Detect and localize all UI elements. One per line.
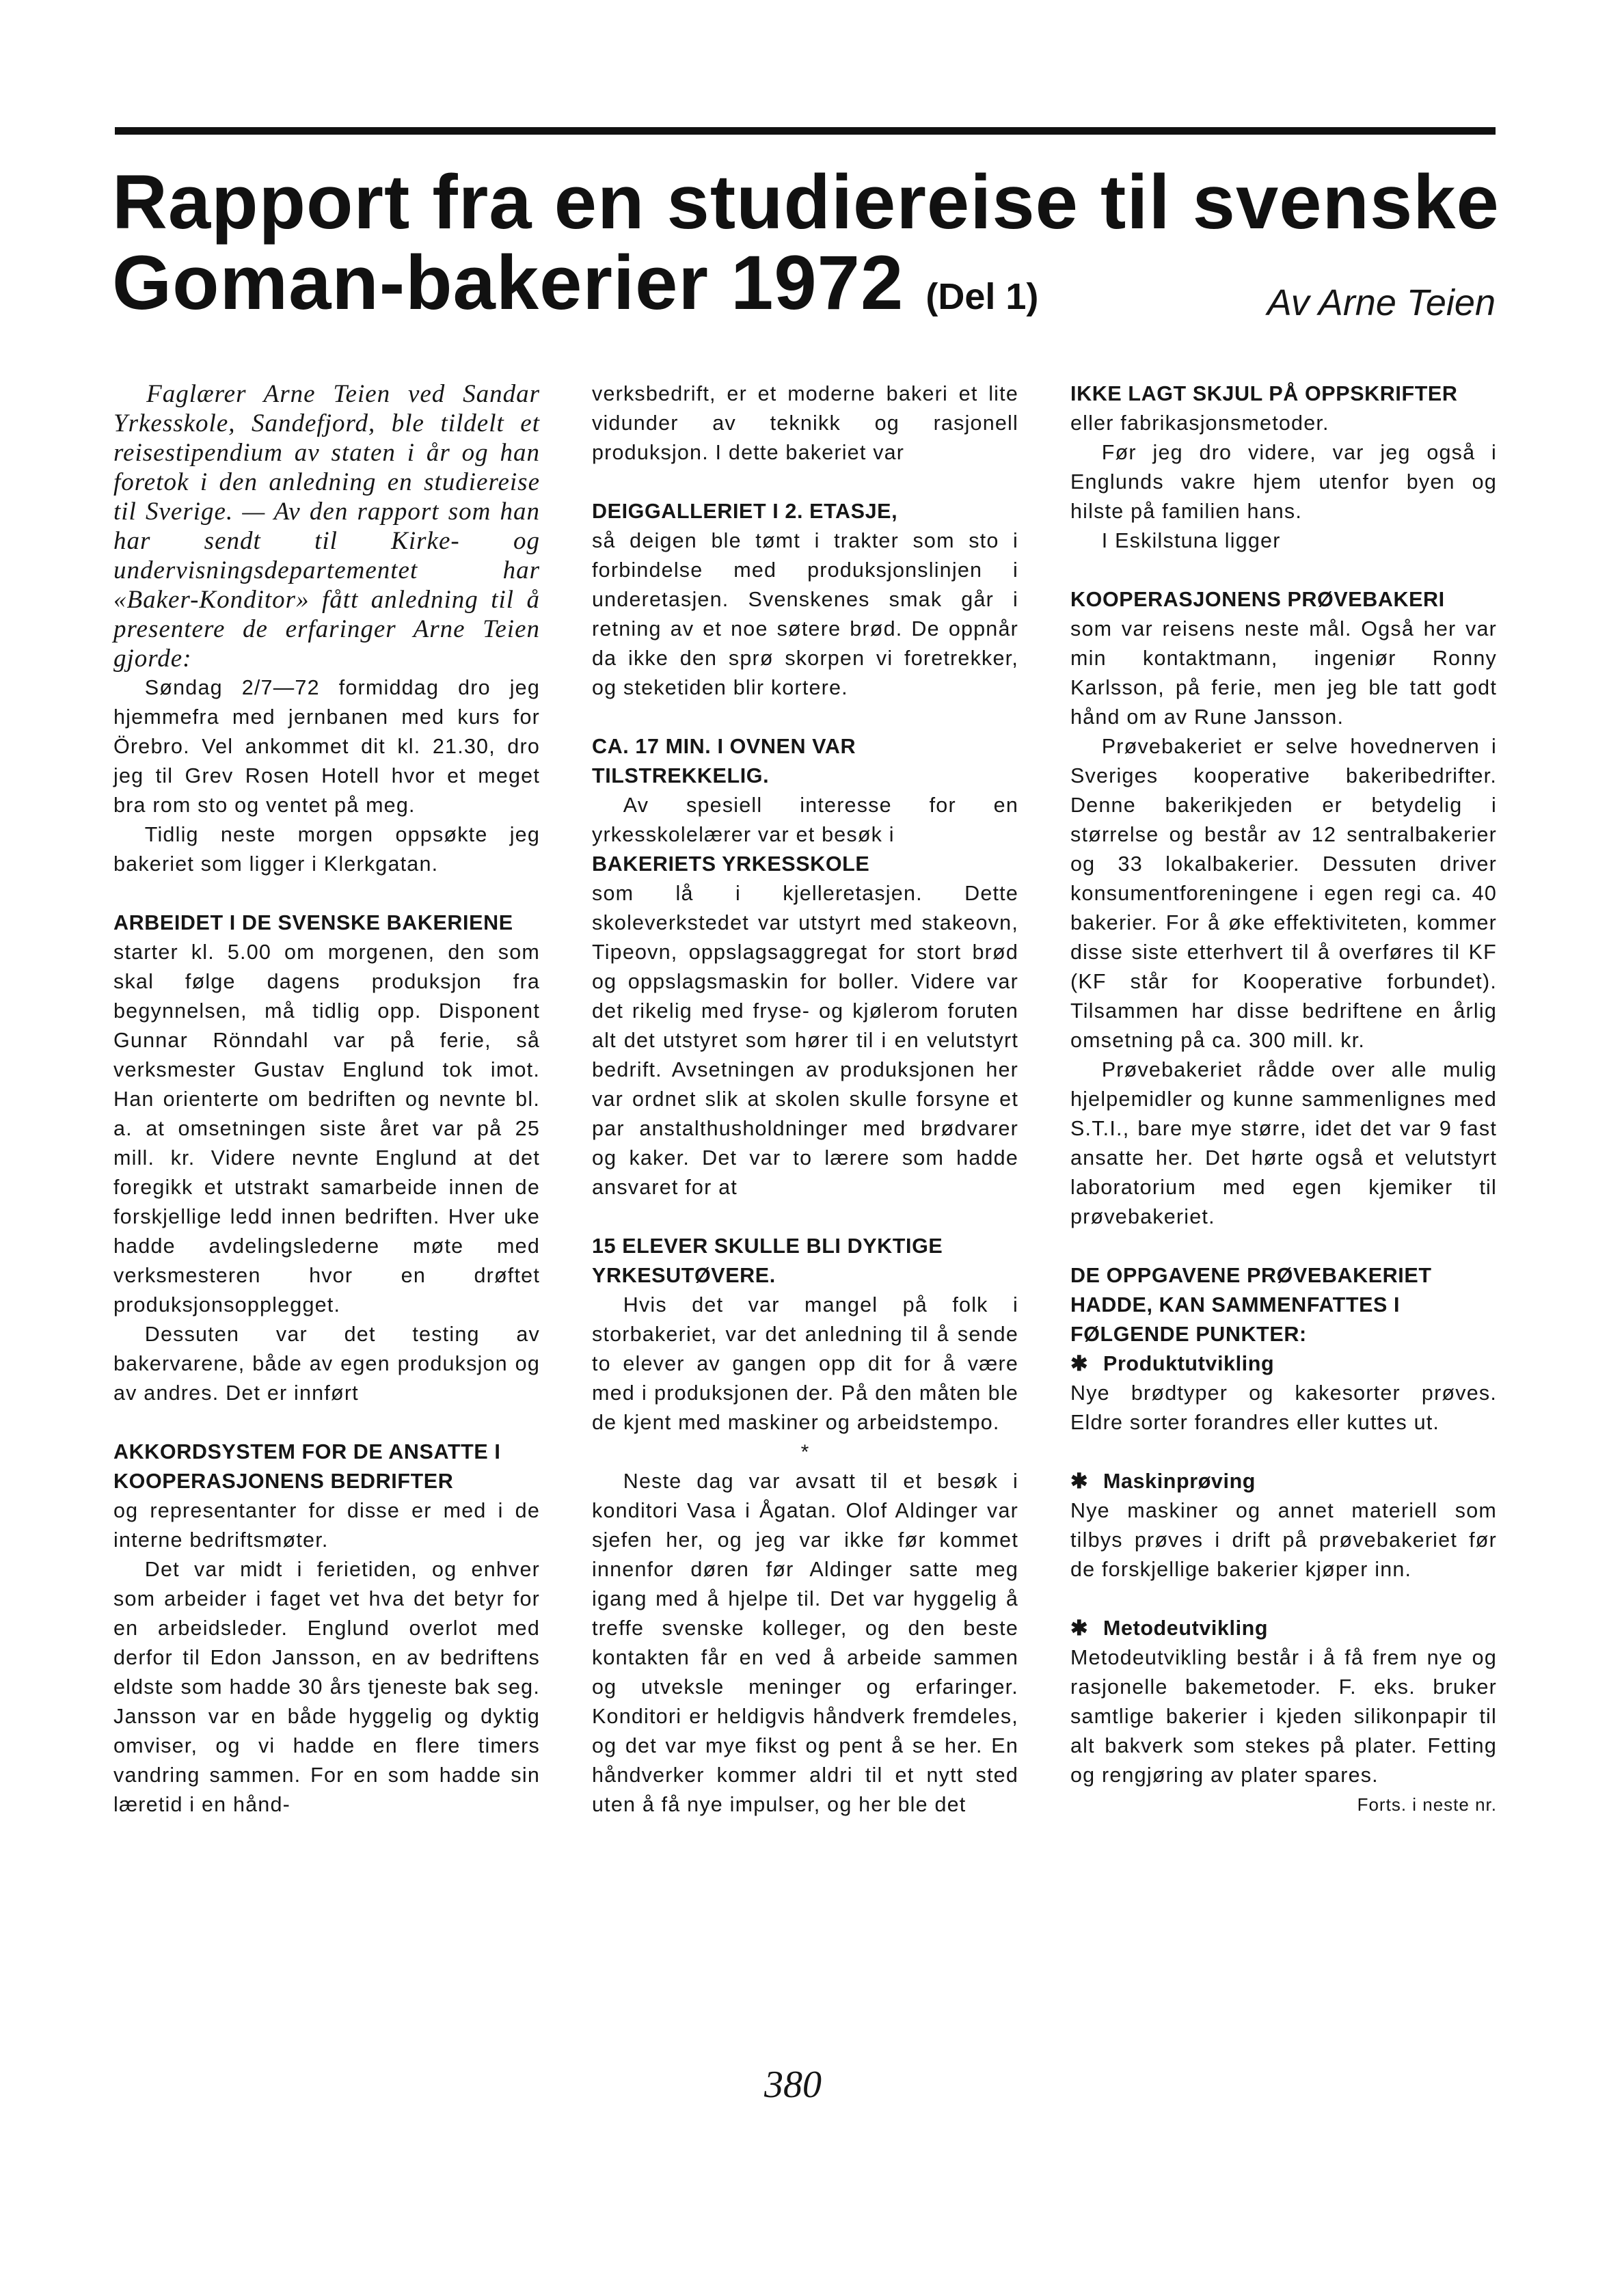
spacer (113, 1408, 540, 1437)
article-part-label: (Del 1) (925, 276, 1039, 317)
spacer (1070, 1232, 1497, 1261)
article-title-main: Goman-bakerier 1972 (112, 240, 904, 325)
page-number: 380 (764, 2064, 822, 2106)
section-heading: DEIGGALLERIET I 2. ETASJE, (592, 500, 898, 523)
asterisk-icon: ✱ (1070, 1352, 1089, 1375)
column-2 (592, 379, 1018, 1820)
spacer (1070, 1437, 1497, 1467)
continued-note: Forts. i neste nr. (1357, 1794, 1497, 1815)
header-rule (115, 127, 1496, 135)
spacer (113, 879, 540, 908)
paragraph: verksbedrift, er et moderne bakeri et lite vidunder av teknikk og rasjonell produksjon. I dette bakeriet var (592, 382, 1018, 464)
list-item-title-text: Maskinprøving (1103, 1470, 1256, 1493)
list-item-text: Nye brødtyper og kakesorter prøves. Eldre sorter forandres eller kuttes ut. (1070, 1381, 1497, 1434)
section-heading: AKKORDSYSTEM FOR DE ANSATTE I KOOPERASJONENS BEDRIFTER (113, 1440, 501, 1493)
spacer (592, 468, 1018, 497)
paragraph: starter kl. 5.00 om morgenen, den som skal følge dagens produksjon fra begynnelsen, må tidlig opp. Disponent Gunnar Rönndahl var på ferie, så verksmester Gustav Englund tok imot. Han orienterte om bedriften og nevnte bl. a. at omsetningen siste året var på 25 mill. kr. Videre nevnte Englund at det foregikk et utstrakt samarbeide innen de forskjellige ledd innen bedriften. Hver uke hadde avdelingslederne møte med verksmesteren hvor en drøftet produksjonsopplegget. (113, 941, 540, 1316)
list-item-title-text: Metodeutvikling (1103, 1617, 1269, 1640)
asterisk-separator: * (800, 1441, 810, 1463)
section-heading: IKKE LAGT SKJUL PÅ OPPSKRIFTER (1070, 382, 1458, 405)
section-heading: 15 ELEVER SKULLE BLI DYKTIGE YRKESUTØVERE. (592, 1234, 943, 1287)
paragraph: Hvis det var mangel på folk i storbakeriet, var det anledning til å sende to elever av gangen opp dit for å være med i produksjonen der. På den måten ble de kjent med maskiner og arbeidstempo. (592, 1293, 1018, 1434)
paragraph: I Eskilstuna ligger (1101, 529, 1281, 552)
list-item-text: Nye maskiner og annet materiell som tilbys prøves i drift på prøvebakeriet før de forskjellige bakerier kjøper inn. (1070, 1499, 1497, 1581)
spacer (1070, 556, 1497, 585)
section-heading: DE OPPGAVENE PRØVEBAKERIET HADDE, KAN SAMMENFATTES I FØLGENDE PUNKTER: (1070, 1264, 1432, 1346)
list-item-text: Metodeutvikling består i å få frem nye og rasjonelle bakemetoder. F. eks. bruker samtlige bakerier i kjeden silikonpapir til alt bakverk som stekes på plater. Fetting og rengjøring av plater spares. (1070, 1646, 1497, 1787)
section-heading: CA. 17 MIN. I OVNEN VAR TILSTREKKELIG. (592, 735, 856, 787)
section-heading: ARBEIDET I DE SVENSKE BAKERIENE (113, 911, 513, 934)
paragraph: og representanter for disse er med i de interne bedriftsmøter. (113, 1499, 540, 1552)
column-3 (1070, 379, 1497, 1820)
byline: Av Arne Teien (1267, 282, 1496, 323)
spacer (1070, 1584, 1497, 1614)
paragraph: så deigen ble tømt i trakter som sto i forbindelse med produksjonslinjen i underetasjen. Svenskenes smak går i retning av et noe søtere brød. De oppnår da ikke den sprø skorpen vi foretrekker, og steketiden blir kortere. (592, 529, 1018, 699)
asterisk-icon: ✱ (1070, 1470, 1089, 1493)
paragraph: eller fabrikasjonsmetoder. (1070, 411, 1329, 435)
spacer (592, 1202, 1018, 1232)
paragraph: Det var midt i ferietiden, og enhver som arbeider i faget vet hva det betyr for en arbeidsleder. Englund overlot med derfor til Edon Jansson, en av bedriftens eldste som hadde 30 års tjeneste bak seg. Jansson var en både hyggelig og dyktig omviser, og vi hadde en flere timers vandring sammen. For en som hadde sin læretid i en hånd- (113, 1558, 540, 1816)
asterisk-icon: ✱ (1070, 1617, 1089, 1640)
paragraph: Tidlig neste morgen oppsøkte jeg bakeriet som ligger i Klerkgatan. (113, 823, 540, 876)
paragraph: Neste dag var avsatt til et besøk i konditori Vasa i Ågatan. Olof Aldinger var sjefen her, og jeg var ikke før kommet innenfor døren før Aldinger satte meg igang med å hjelpe til. Det var hyggelig å treffe svenske kolleger, og den beste kontakten får en ved å arbeide sammen og utveksle meninger og erfaringer. Konditori er heldigvis håndverk fremdeles, og det var mye fikst og pent å se her. En håndverker kommer aldri til et nytt sted uten å få nye impulser, og her ble det (592, 1470, 1018, 1816)
list-item-title (1070, 1467, 1497, 1496)
paragraph: Dessuten var det testing av bakervarene, både av egen produksjon og av andres. Det er innført (113, 1323, 540, 1405)
paragraph: Prøvebakeriet er selve hovednerven i Sveriges kooperative bakeribedrifter. Denne bakerikjeden er betydelig i størrelse og består av 12 sentralbakerier og 33 lokalbakerier. Dessuten driver konsumentforeningene i egen regi ca. 40 bakerier. For å øke effektiviteten, kommer disse siste etterhvert til å overføres til KF (KF står for Kooperative forbundet). Tilsammen har disse bedriftene en årlig omsetning på ca. 300 mill. kr. (1070, 735, 1497, 1052)
section-heading: KOOPERASJONENS PRØVEBAKERI (1070, 588, 1445, 611)
paragraph: som var reisens neste mål. Også her var min kontaktmann, ingeniør Ronny Karlsson, på ferie, men jeg ble tatt godt hånd om av Rune Jansson. (1070, 617, 1497, 729)
spacer (592, 703, 1018, 732)
paragraph: Før jeg dro videre, var jeg også i Englunds vakre hjem utenfor byen og hilste på familien hans. (1070, 441, 1497, 523)
paragraph: Av spesiell interesse for en yrkesskolelærer var et besøk i (592, 794, 1018, 846)
article-title-line-2 (112, 240, 1039, 325)
paragraph: Søndag 2/7—72 formiddag dro jeg hjemmefra med jernbanen med kurs for Örebro. Vel ankommet dit kl. 21.30, dro jeg til Grev Rosen Hotell hvor et meget bra rom sto og ventet på meg. (113, 676, 540, 817)
paragraph: som lå i kjelleretasjen. Dette skoleverkstedet var utstyrt med stakeovn, Tipeovn, oppslagsaggregat for stort brød og oppslagsmaskin for boller. Videre var det rikelig med fryse- og kjølerom foruten alt det utstyret som hører til i en velutstyrt bedrift. Avsetningen av produksjonen her var ordnet slik at skolen skulle forsyne et par anstalthusholdninger med brødvarer og kaker. Det var to lærere som hadde ansvaret for at (592, 882, 1018, 1199)
lead-paragraph: Faglærer Arne Teien ved Sandar Yrkesskole, Sandefjord, ble tildelt et reisestipendium av staten i år og han foretok i den anledning en studiereise til Sverige. — Av den rapport som han har sendt til Kirke- og undervisningsdepartementet har «Baker-Konditor» fått anledning til å presentere de erfaringer Arne Teien gjorde: (113, 380, 540, 673)
list-item-title (1070, 1349, 1497, 1379)
list-item-title-text: Produktutvikling (1103, 1352, 1275, 1375)
paragraph: Prøvebakeriet rådde over alle mulig hjelpemidler og kunne sammenlignes med S.T.I., bare mye større, idet det var 9 fast ansatte her. Det hørte også et velutstyrt laboratorium med egen kjemiker til prøvebakeriet. (1070, 1058, 1497, 1228)
article-title-line-1: Rapport fra en studiereise til svenske (112, 159, 1500, 245)
column-1 (113, 379, 540, 1820)
list-item-title (1070, 1614, 1497, 1643)
section-heading: BAKERIETS YRKESSKOLE (592, 852, 870, 876)
